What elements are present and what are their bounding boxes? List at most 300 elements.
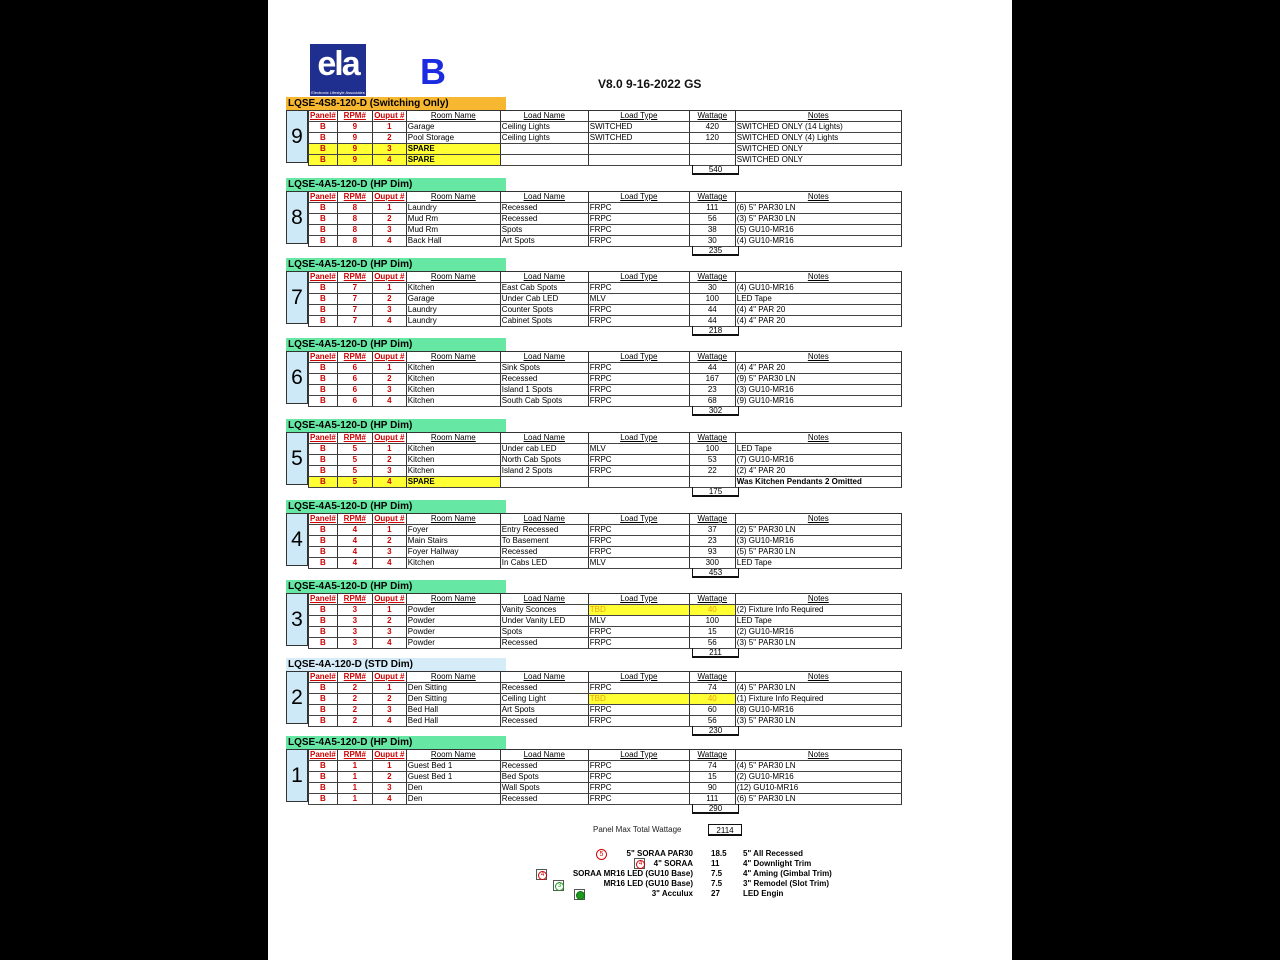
panel-cell: B (309, 225, 338, 236)
table-row (309, 236, 902, 247)
load-name-cell: South Cab Spots (500, 396, 588, 407)
panel-cell: B (309, 374, 338, 385)
table-row (309, 638, 902, 649)
column-header: Room Name (406, 672, 500, 683)
load-type-cell: FRPC (588, 547, 689, 558)
panel-cell: B (309, 305, 338, 316)
notes-cell: (4) GU10-MR16 (735, 236, 901, 247)
rpm-block (286, 580, 908, 662)
rpm-number: 5 (286, 432, 308, 485)
panel-cell: B (309, 627, 338, 638)
room-cell: Bed Hall (406, 705, 500, 716)
load-type-cell: TBD (588, 605, 689, 616)
rpm-number: 4 (286, 513, 308, 566)
wattage-cell: 111 (689, 203, 735, 214)
wattage-cell: 44 (689, 305, 735, 316)
room-cell: Kitchen (406, 374, 500, 385)
panel-cell: B (309, 605, 338, 616)
notes-cell: (3) 5" PAR30 LN (735, 638, 901, 649)
panel-cell: B (309, 214, 338, 225)
rpm-cell: 6 (337, 385, 372, 396)
rpm-block-title: LQSE-4A5-120-D (HP Dim) (286, 258, 506, 271)
output-cell: 3 (372, 225, 406, 236)
column-header: Panel# (310, 192, 336, 201)
output-cell: 2 (372, 133, 406, 144)
load-name-cell: Under Vanity LED (500, 616, 588, 627)
panel-cell: B (309, 705, 338, 716)
column-header: Ouput # (374, 514, 405, 523)
room-cell: Garage (406, 294, 500, 305)
rpm-cell: 7 (337, 305, 372, 316)
room-cell: Guest Bed 1 (406, 761, 500, 772)
notes-cell: LED Tape (735, 444, 901, 455)
rpm-block (286, 338, 908, 420)
room-cell: SPARE (406, 477, 500, 488)
table-header-row (309, 672, 902, 683)
room-cell: Mud Rm (406, 225, 500, 236)
table-row (309, 477, 902, 488)
room-cell: Mud Rm (406, 214, 500, 225)
wattage-cell: 90 (689, 783, 735, 794)
table-row (309, 616, 902, 627)
wattage-cell: 15 (689, 627, 735, 638)
load-type-cell: FRPC (588, 385, 689, 396)
column-header: RPM# (337, 433, 372, 444)
rpm-block (286, 258, 908, 340)
load-type-cell: FRPC (588, 396, 689, 407)
load-name-cell: Art Spots (500, 705, 588, 716)
wattage-cell: 100 (689, 444, 735, 455)
rpm-block-title: LQSE-4A5-120-D (HP Dim) (286, 178, 506, 191)
legend-description: 4" Aming (Gimbal Trim) (743, 869, 832, 878)
table-row (309, 547, 902, 558)
notes-cell: (4) 4" PAR 20 (735, 316, 901, 327)
load-name-cell: Ceiling Lights (500, 122, 588, 133)
block-total-wattage: 218 (692, 326, 739, 336)
column-header: Ouput # (374, 272, 405, 281)
table-row (309, 794, 902, 805)
output-cell: 2 (372, 455, 406, 466)
rpm-number: 8 (286, 191, 308, 244)
room-cell: Kitchen (406, 396, 500, 407)
load-name-cell: Sink Spots (500, 363, 588, 374)
load-name-cell: Under Cab LED (500, 294, 588, 305)
load-type-cell: FRPC (588, 783, 689, 794)
column-header: Load Type (588, 352, 689, 363)
legend-wattage: 7.5 (711, 879, 723, 888)
load-type-cell: FRPC (588, 214, 689, 225)
load-table (308, 191, 902, 247)
block-total-wattage: 540 (692, 165, 739, 175)
load-name-cell: In Cabs LED (500, 558, 588, 569)
rpm-block-title: LQSE-4A5-120-D (HP Dim) (286, 419, 506, 432)
output-cell: 4 (372, 716, 406, 727)
output-cell: 1 (372, 761, 406, 772)
room-cell: Kitchen (406, 558, 500, 569)
column-header: RPM# (337, 514, 372, 525)
panel-cell: B (309, 716, 338, 727)
load-name-cell: Recessed (500, 203, 588, 214)
load-name-cell: Art Spots (500, 236, 588, 247)
rpm-block (286, 500, 908, 582)
wattage-cell: 120 (689, 133, 735, 144)
wattage-cell: 111 (689, 794, 735, 805)
load-name-cell: Recessed (500, 214, 588, 225)
column-header: Panel# (310, 594, 336, 603)
panel-cell: B (309, 294, 338, 305)
rpm-block-title: LQSE-4A-120-D (STD Dim) (286, 658, 506, 671)
output-cell: 2 (372, 772, 406, 783)
column-header: Load Name (500, 272, 588, 283)
table-row (309, 772, 902, 783)
rpm-block (286, 736, 908, 818)
column-header: Notes (735, 433, 901, 444)
notes-cell: (6) 5" PAR30 LN (735, 794, 901, 805)
load-name-cell: Recessed (500, 794, 588, 805)
table-row (309, 455, 902, 466)
table-row (309, 605, 902, 616)
rpm-block (286, 658, 908, 740)
wattage-cell: 68 (689, 396, 735, 407)
load-type-cell: FRPC (588, 466, 689, 477)
column-header: Load Type (588, 514, 689, 525)
room-cell: Kitchen (406, 466, 500, 477)
table-row (309, 144, 902, 155)
room-cell: Kitchen (406, 283, 500, 294)
load-type-cell: FRPC (588, 794, 689, 805)
table-row (309, 716, 902, 727)
table-row (309, 203, 902, 214)
column-header: Wattage (689, 272, 735, 283)
rpm-cell: 9 (337, 144, 372, 155)
table-row (309, 558, 902, 569)
table-row (309, 783, 902, 794)
wattage-cell: 100 (689, 294, 735, 305)
room-cell: Kitchen (406, 363, 500, 374)
rpm-block-title: LQSE-4S8-120-D (Switching Only) (286, 97, 506, 110)
rpm-cell: 8 (337, 236, 372, 247)
table-row (309, 155, 902, 166)
wattage-cell: 15 (689, 772, 735, 783)
load-table (308, 593, 902, 649)
fixture-symbol-icon: 4 (634, 858, 645, 869)
rpm-block-title: LQSE-4A5-120-D (HP Dim) (286, 500, 506, 513)
panel-cell: B (309, 444, 338, 455)
column-header: Load Type (588, 111, 689, 122)
load-name-cell: Recessed (500, 374, 588, 385)
column-header: Room Name (406, 433, 500, 444)
wattage-cell: 300 (689, 558, 735, 569)
output-cell: 2 (372, 374, 406, 385)
panel-cell: B (309, 683, 338, 694)
output-cell: 3 (372, 705, 406, 716)
output-cell: 3 (372, 305, 406, 316)
notes-cell: SWITCHED ONLY (4) Lights (735, 133, 901, 144)
column-header: Load Name (500, 433, 588, 444)
load-name-cell: Island 2 Spots (500, 466, 588, 477)
rpm-number: 2 (286, 671, 308, 724)
notes-cell: (4) 5" PAR30 LN (735, 683, 901, 694)
load-name-cell: Spots (500, 627, 588, 638)
output-cell: 1 (372, 683, 406, 694)
output-cell: 3 (372, 783, 406, 794)
table-row (309, 283, 902, 294)
load-type-cell (588, 155, 689, 166)
load-type-cell: FRPC (588, 761, 689, 772)
rpm-number: 6 (286, 351, 308, 404)
rpm-block (286, 97, 908, 179)
panel-cell: B (309, 144, 338, 155)
room-cell: Foyer Hallway (406, 547, 500, 558)
legend-fixture-name: 4" SORAA (653, 859, 693, 868)
version-label: V8.0 9-16-2022 GS (598, 77, 702, 91)
load-name-cell: Recessed (500, 547, 588, 558)
notes-cell: SWITCHED ONLY (735, 155, 901, 166)
table-header-row (309, 352, 902, 363)
rpm-cell: 3 (337, 605, 372, 616)
rpm-cell: 1 (337, 794, 372, 805)
panel-cell: B (309, 385, 338, 396)
notes-cell: (12) GU10-MR16 (735, 783, 901, 794)
output-cell: 1 (372, 444, 406, 455)
output-cell: 1 (372, 525, 406, 536)
column-header: Wattage (689, 672, 735, 683)
load-table (308, 271, 902, 327)
load-type-cell: FRPC (588, 638, 689, 649)
room-cell: Laundry (406, 316, 500, 327)
room-cell: Powder (406, 605, 500, 616)
column-header: RPM# (337, 111, 372, 122)
table-row (309, 374, 902, 385)
wattage-cell (689, 155, 735, 166)
legend-description: 3" Remodel (Slot Trim) (743, 879, 830, 888)
wattage-cell: 53 (689, 455, 735, 466)
output-cell: 1 (372, 283, 406, 294)
panel-cell: B (309, 466, 338, 477)
rpm-cell: 4 (337, 547, 372, 558)
legend-fixture-name: MR16 LED (GU10 Base) (603, 879, 693, 888)
rpm-block-title: LQSE-4A5-120-D (HP Dim) (286, 736, 506, 749)
notes-cell: (4) 5" PAR30 LN (735, 761, 901, 772)
column-header: Panel# (310, 750, 336, 759)
panel-cell: B (309, 794, 338, 805)
wattage-cell: 23 (689, 385, 735, 396)
load-name-cell: Spots (500, 225, 588, 236)
table-row (309, 525, 902, 536)
load-type-cell: FRPC (588, 283, 689, 294)
load-name-cell (500, 477, 588, 488)
rpm-cell: 1 (337, 783, 372, 794)
fixture-symbol-icon: 4 (536, 869, 547, 880)
column-header: Panel# (310, 272, 336, 281)
column-header: Load Name (500, 352, 588, 363)
column-header: Ouput # (374, 594, 405, 603)
notes-cell: (4) 4" PAR 20 (735, 363, 901, 374)
column-header: Load Type (588, 192, 689, 203)
column-header: Panel# (310, 514, 336, 523)
column-header: Load Type (588, 750, 689, 761)
table-row (309, 225, 902, 236)
output-cell: 3 (372, 547, 406, 558)
column-header: Room Name (406, 272, 500, 283)
panel-cell: B (309, 455, 338, 466)
load-name-cell: Wall Spots (500, 783, 588, 794)
rpm-number: 9 (286, 110, 308, 163)
notes-cell: SWITCHED ONLY (735, 144, 901, 155)
load-name-cell: Recessed (500, 761, 588, 772)
notes-cell: (8) GU10-MR16 (735, 705, 901, 716)
wattage-cell: 30 (689, 236, 735, 247)
load-type-cell: MLV (588, 444, 689, 455)
notes-cell: (6) 5" PAR30 LN (735, 203, 901, 214)
notes-cell: (5) GU10-MR16 (735, 225, 901, 236)
panel-cell: B (309, 396, 338, 407)
notes-cell: (2) GU10-MR16 (735, 772, 901, 783)
load-type-cell: MLV (588, 294, 689, 305)
table-row (309, 294, 902, 305)
output-cell: 1 (372, 605, 406, 616)
legend-fixture-name: SORAA MR16 LED (GU10 Base) (572, 869, 693, 878)
block-total-wattage: 453 (692, 568, 739, 578)
panel-cell: B (309, 638, 338, 649)
rpm-cell: 7 (337, 316, 372, 327)
table-row (309, 705, 902, 716)
notes-cell: (2) GU10-MR16 (735, 627, 901, 638)
block-total-wattage: 175 (692, 487, 739, 497)
rpm-block-title: LQSE-4A5-120-D (HP Dim) (286, 338, 506, 351)
load-type-cell: FRPC (588, 363, 689, 374)
table-row (309, 316, 902, 327)
load-type-cell: FRPC (588, 683, 689, 694)
notes-cell: (1) Fixture Info Required (735, 694, 901, 705)
notes-cell: (3) GU10-MR16 (735, 536, 901, 547)
rpm-cell: 6 (337, 363, 372, 374)
notes-cell: (3) 5" PAR30 LN (735, 716, 901, 727)
load-type-cell: SWITCHED (588, 133, 689, 144)
rpm-cell: 2 (337, 716, 372, 727)
column-header: Notes (735, 672, 901, 683)
output-cell: 2 (372, 214, 406, 225)
block-total-wattage: 230 (692, 726, 739, 736)
room-cell: SPARE (406, 155, 500, 166)
load-type-cell: FRPC (588, 716, 689, 727)
notes-cell: (2) 5" PAR30 LN (735, 525, 901, 536)
column-header: Panel# (310, 352, 336, 361)
load-name-cell (500, 144, 588, 155)
column-header: Load Type (588, 672, 689, 683)
load-name-cell: Vanity Sconces (500, 605, 588, 616)
column-header: Load Name (500, 672, 588, 683)
column-header: Ouput # (374, 672, 405, 681)
legend-fixture-name: 5" SORAA PAR30 (626, 849, 693, 858)
load-type-cell: FRPC (588, 627, 689, 638)
wattage-cell: 74 (689, 683, 735, 694)
table-header-row (309, 750, 902, 761)
table-header-row (309, 594, 902, 605)
notes-cell: (2) 4" PAR 20 (735, 466, 901, 477)
load-type-cell: FRPC (588, 203, 689, 214)
wattage-cell (689, 144, 735, 155)
column-header: Load Type (588, 433, 689, 444)
notes-cell: (9) GU10-MR16 (735, 396, 901, 407)
load-type-cell (588, 477, 689, 488)
room-cell: Laundry (406, 203, 500, 214)
room-cell: Den Sitting (406, 694, 500, 705)
rpm-cell: 3 (337, 638, 372, 649)
load-table (308, 749, 902, 805)
room-cell: Den (406, 783, 500, 794)
column-header: RPM# (337, 352, 372, 363)
wattage-cell (689, 477, 735, 488)
wattage-cell: 60 (689, 705, 735, 716)
table-header-row (309, 192, 902, 203)
legend-wattage: 11 (711, 859, 720, 868)
room-cell: Pool Storage (406, 133, 500, 144)
fixture-symbol-icon (574, 889, 585, 900)
panel-cell: B (309, 122, 338, 133)
rpm-cell: 5 (337, 477, 372, 488)
column-header: Load Name (500, 192, 588, 203)
table-header-row (309, 272, 902, 283)
notes-cell: (2) Fixture Info Required (735, 605, 901, 616)
output-cell: 3 (372, 627, 406, 638)
legend-wattage: 18.5 (711, 849, 727, 858)
output-cell: 2 (372, 616, 406, 627)
column-header: Ouput # (374, 433, 405, 442)
wattage-cell: 23 (689, 536, 735, 547)
wattage-cell: 420 (689, 122, 735, 133)
panel-cell: B (309, 283, 338, 294)
load-type-cell: FRPC (588, 316, 689, 327)
room-cell: Main Stairs (406, 536, 500, 547)
load-name-cell: Cabinet Spots (500, 316, 588, 327)
panel-cell: B (309, 694, 338, 705)
notes-cell: LED Tape (735, 616, 901, 627)
column-header: RPM# (337, 672, 372, 683)
load-type-cell: TBD (588, 694, 689, 705)
room-cell: Den (406, 794, 500, 805)
notes-cell: Was Kitchen Pendants 2 Omitted (735, 477, 901, 488)
rpm-cell: 4 (337, 536, 372, 547)
rpm-cell: 3 (337, 616, 372, 627)
rpm-cell: 5 (337, 455, 372, 466)
load-table (308, 671, 902, 727)
column-header: Load Type (588, 594, 689, 605)
load-name-cell: Entry Recessed (500, 525, 588, 536)
fixture-symbol-icon: 3 (553, 880, 564, 891)
output-cell: 1 (372, 363, 406, 374)
rpm-number: 3 (286, 593, 308, 646)
rpm-cell: 5 (337, 444, 372, 455)
notes-cell: (9) 5" PAR30 LN (735, 374, 901, 385)
column-header: Notes (735, 111, 901, 122)
panel-cell: B (309, 558, 338, 569)
rpm-cell: 1 (337, 772, 372, 783)
wattage-cell: 56 (689, 214, 735, 225)
output-cell: 3 (372, 466, 406, 477)
wattage-cell: 40 (689, 605, 735, 616)
rpm-number: 1 (286, 749, 308, 802)
column-header: Room Name (406, 352, 500, 363)
load-name-cell: North Cab Spots (500, 455, 588, 466)
table-row (309, 133, 902, 144)
column-header: Wattage (689, 433, 735, 444)
rpm-cell: 7 (337, 283, 372, 294)
room-cell: Kitchen (406, 385, 500, 396)
load-name-cell: Under cab LED (500, 444, 588, 455)
wattage-cell: 56 (689, 716, 735, 727)
panel-cell: B (309, 133, 338, 144)
